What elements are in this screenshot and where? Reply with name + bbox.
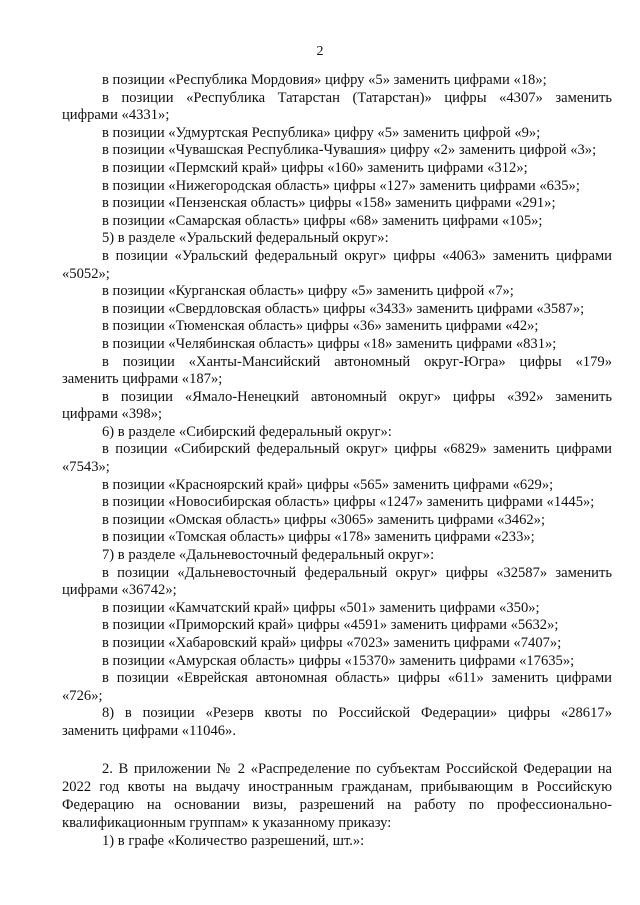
text-line: заменить цифрами «11046».	[62, 722, 236, 739]
document-body	[62, 72, 612, 852]
text-line: 7) в разделе «Дальневосточный федеральный округ»:	[102, 547, 435, 564]
text-line: в позиции «Свердловская область» цифры «3433» заменить цифрами «3587»;	[102, 300, 585, 317]
text-line: заменить цифрами «187»;	[62, 371, 223, 388]
text-line: 2. В приложении № 2 «Распределение по субъектам Российской Федерации на	[102, 760, 612, 777]
text-line: в позиции «Сибирский федеральный округ» цифры «6829» заменить цифрами	[102, 441, 612, 458]
text-line: в позиции «Нижегородская область» цифры «127» заменить цифрами «635»;	[102, 177, 580, 194]
text-line: в позиции «Тюменская область» цифры «36» заменить цифрами «42»;	[102, 318, 539, 335]
text-line: в позиции «Республика Татарстан (Татарстан)» цифры «4307» заменить	[102, 89, 612, 106]
text-line: в позиции «Пензенская область» цифры «158» заменить цифрами «291»;	[102, 195, 556, 212]
text-line: цифрами «4331»;	[62, 107, 170, 124]
text-line: в позиции «Уральский федеральный округ» цифры «4063» заменить цифрами	[102, 247, 612, 264]
text-line: в позиции «Ханты-Мансийский автономный округ-Югра» цифры «179»	[102, 353, 612, 370]
text-line: в позиции «Пермский край» цифры «160» заменить цифрами «312»;	[102, 159, 528, 176]
text-line: Федерацию на основании визы, разрешений на работу по профессионально-	[62, 796, 612, 813]
text-line: «726»;	[62, 687, 103, 704]
text-line: 6) в разделе «Сибирский федеральный округ»:	[102, 423, 392, 440]
text-line: в позиции «Курганская область» цифру «5» заменить цифрой «7»;	[102, 283, 514, 300]
text-line: в позиции «Ямало-Ненецкий автономный округ» цифры «392» заменить	[102, 388, 612, 405]
text-line: в позиции «Омская область» цифры «3065» заменить цифрами «3462»;	[102, 511, 546, 528]
text-line: в позиции «Амурская область» цифры «15370» заменить цифрами «17635»;	[102, 652, 575, 669]
text-line: в позиции «Камчатский край» цифры «501» заменить цифрами «350»;	[102, 599, 540, 616]
text-line: в позиции «Дальневосточный федеральный округ» цифры «32587» заменить	[102, 564, 612, 581]
text-line: цифрами «398»;	[62, 406, 163, 423]
text-line: «7543»;	[62, 459, 110, 476]
text-line: в позиции «Чувашская Республика-Чувашия» цифру «2» заменить цифрой «3»;	[102, 142, 597, 159]
text-line: 8) в позиции «Резерв квоты по Российской Федерации» цифры «28617»	[102, 705, 612, 722]
text-line: «5052»;	[62, 265, 110, 282]
amendments-list	[62, 72, 612, 741]
text-line: в позиции «Удмуртская Республика» цифру «5» заменить цифрой «9»;	[102, 124, 541, 141]
text-line: квалификационным группам» к указанному приказу:	[62, 815, 392, 832]
text-line: 1) в графе «Количество разрешений, шт.»:	[102, 833, 365, 850]
text-line: в позиции «Томская область» цифры «178» заменить цифрами «233»;	[102, 529, 535, 546]
paragraph-gap	[62, 741, 612, 761]
text-line: в позиции «Новосибирская область» цифры «1247» заменить цифрами «1445»;	[102, 494, 595, 511]
page-number: 2	[316, 44, 324, 59]
text-line: в позиции «Красноярский край» цифры «565» заменить цифрами «629»;	[102, 476, 554, 493]
text-line: в позиции «Самарская область» цифры «68» заменить цифрами «105»;	[102, 212, 543, 229]
text-line: в позиции «Республика Мордовия» цифру «5» заменить цифрами «18»;	[102, 72, 547, 88]
text-line: в позиции «Еврейская автономная область» цифры «611» заменить цифрами	[102, 670, 612, 687]
text-line: цифрами «36742»;	[62, 582, 177, 599]
section-2-paragraph	[62, 761, 612, 852]
text-line: 2022 год квоты на выдачу иностранным гражданам, прибывающим в Российскую	[62, 778, 612, 795]
text-line: 5) в разделе «Уральский федеральный округ»:	[102, 230, 389, 247]
text-line: в позиции «Челябинская область» цифры «18» заменить цифрами «831»;	[102, 335, 557, 352]
text-line: в позиции «Приморский край» цифры «4591» заменить цифрами «5632»;	[102, 617, 559, 634]
text-line: в позиции «Хабаровский край» цифры «7023» заменить цифрами «7407»;	[102, 635, 562, 651]
